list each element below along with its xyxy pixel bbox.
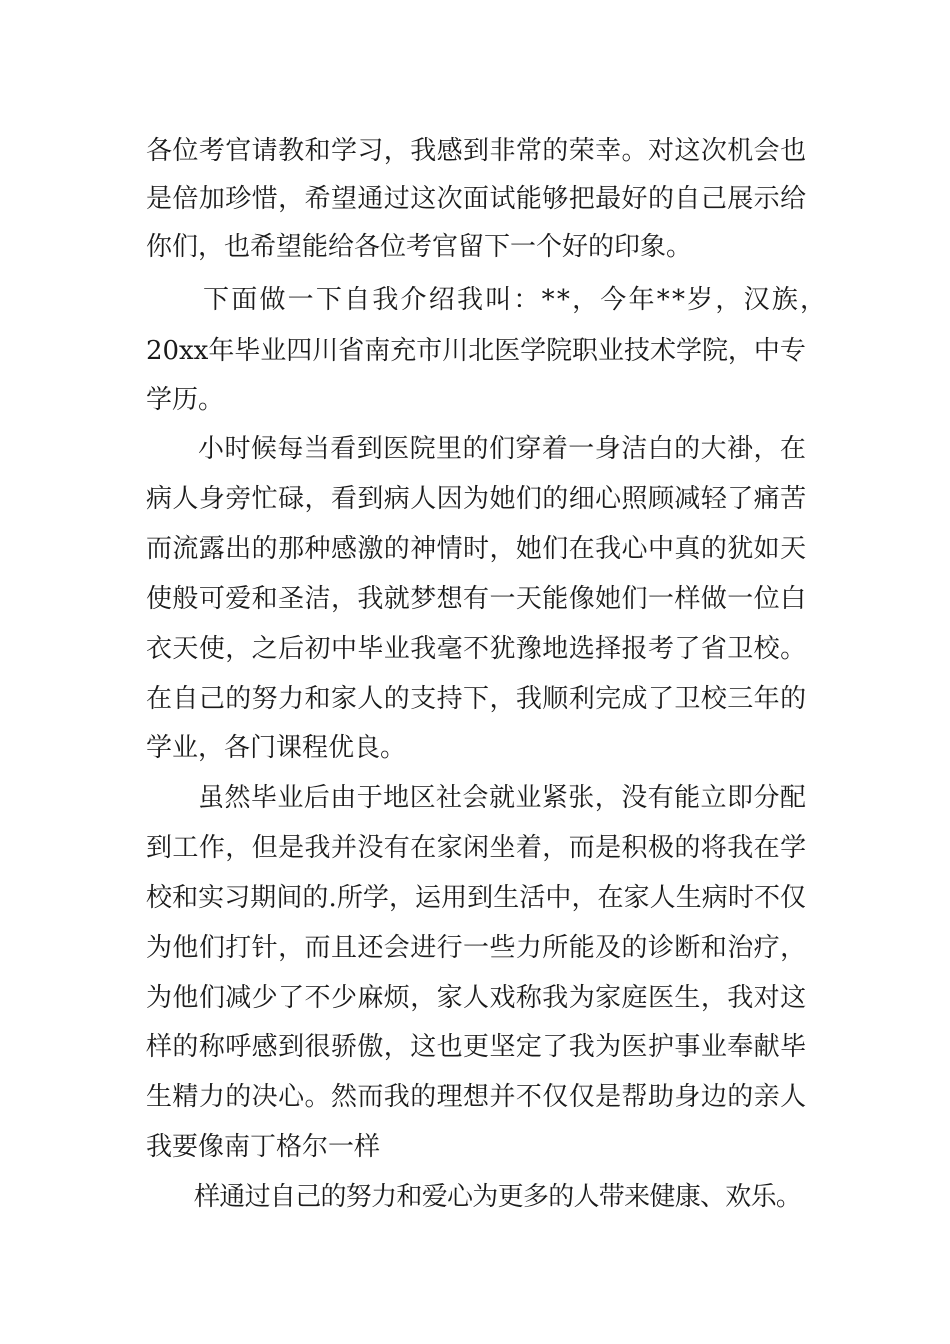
paragraph-2-line-3: 学历。 bbox=[146, 385, 225, 415]
paragraph-3-line-1: 小时候每当看到医院里的们穿着一身洁白的大褂，在 bbox=[198, 434, 807, 464]
paragraph-4-line-7: 生精力的决心。然而我的理想并不仅仅是帮助身边的亲人 bbox=[146, 1082, 807, 1112]
paragraph-3-line-4: 使般可爱和圣洁，我就梦想有一天能像她们一样做一位白 bbox=[146, 584, 807, 614]
paragraph-1-line-2: 是倍加珍惜，希望通过这次面试能够把最好的自己展示给 bbox=[146, 184, 807, 214]
paragraph-3-line-5: 衣天使，之后初中毕业我毫不犹豫地选择报考了省卫校。 bbox=[146, 634, 807, 664]
paragraph-4-line-5: 为他们减少了不少麻烦，家人戏称我为家庭医生，我对这 bbox=[146, 983, 807, 1013]
paragraph-2-line-1: 下面做一下自我介绍我叫：**，今年**岁，汉族， bbox=[203, 285, 829, 315]
paragraph-4-line-6: 样的称呼感到很骄傲，这也更坚定了我为医护事业奉献毕 bbox=[146, 1032, 807, 1062]
paragraph-3-line-7: 学业，各门课程优良。 bbox=[146, 733, 407, 763]
paragraph-4-line-1: 虽然毕业后由于地区社会就业紧张，没有能立即分配 bbox=[198, 783, 807, 813]
paragraph-5-line-1: 样通过自己的努力和爱心为更多的人带来健康、欢乐。 bbox=[194, 1182, 802, 1212]
paragraph-4-line-4: 为他们打针，而且还会进行一些力所能及的诊断和治疗， bbox=[146, 933, 807, 963]
paragraph-3-line-2: 病人身旁忙碌，看到病人因为她们的细心照顾减轻了痛苦 bbox=[146, 484, 807, 514]
paragraph-3-line-3: 而流露出的那种感激的神情时，她们在我心中真的犹如天 bbox=[146, 534, 807, 564]
paragraph-4-line-2: 到工作，但是我并没有在家闲坐着，而是积极的将我在学 bbox=[146, 833, 807, 863]
paragraph-4-line-3: 校和实习期间的.所学，运用到生活中，在家人生病时不仅 bbox=[146, 883, 807, 913]
paragraph-4-line-8: 我要像南丁格尔一样 bbox=[146, 1132, 381, 1162]
paragraph-1-line-1: 各位考官请教和学习，我感到非常的荣幸。对这次机会也 bbox=[146, 136, 807, 166]
paragraph-1-line-3: 你们，也希望能给各位考官留下一个好的印象。 bbox=[146, 232, 693, 262]
paragraph-2-line-2: 20xx年毕业四川省南充市川北医学院职业技术学院，中专 bbox=[146, 336, 806, 366]
paragraph-3-line-6: 在自己的努力和家人的支持下，我顺利完成了卫校三年的 bbox=[146, 684, 807, 714]
